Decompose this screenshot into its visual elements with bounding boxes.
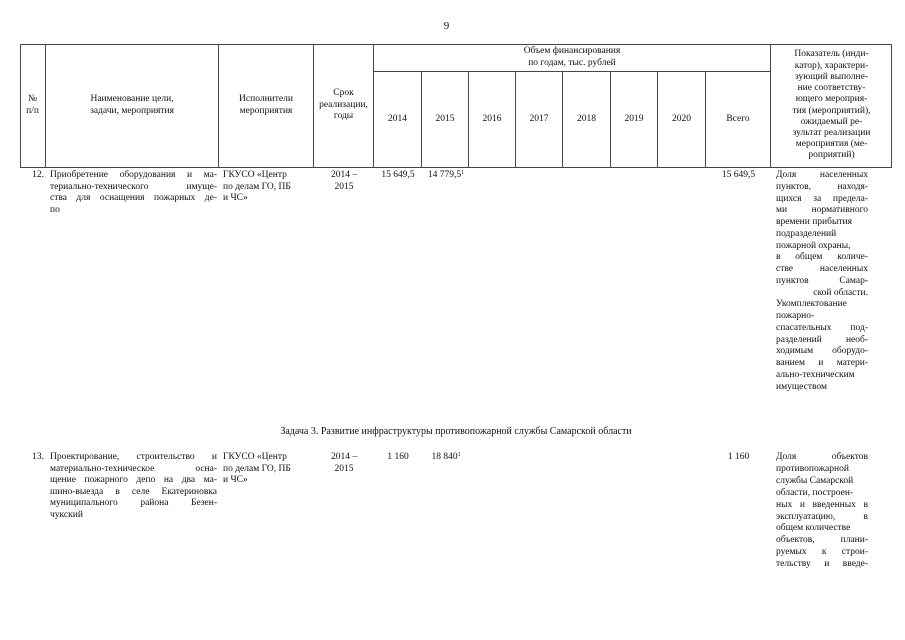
row-12-name-line: териально-технического имуще- [50, 181, 217, 192]
header-executors: Исполнители мероприятия [219, 44, 314, 168]
row-13-term [314, 452, 374, 475]
row-12-indicator-line: пожарной охраны, [776, 240, 851, 251]
row-12-indicator-line: ми нормативного [776, 205, 868, 216]
header-year-2018: 2018 [563, 72, 611, 168]
row-13-2015 [420, 452, 472, 464]
row-13-indicator-line: области, построен- [776, 487, 854, 498]
header-year-2019: 2019 [611, 72, 658, 168]
row-12-indicator-line: пунктов, находя- [776, 181, 868, 192]
row-12-indicator-line: подразделений [776, 228, 837, 239]
row-12-indicator-line: ально-техническим [776, 369, 855, 380]
row-12-2015-footnote: 1 [461, 170, 465, 176]
row-13-2015-value: 18 840 [431, 452, 458, 462]
row-12-indicator-line: времени прибытия [776, 217, 852, 227]
row-13-name-line: муниципального района Безен- [50, 498, 217, 509]
row-12-2014: 15 649,5 [381, 170, 415, 180]
row-13-indicator-line: ных и введенных в [776, 499, 868, 510]
row-12-name-line: Приобретение оборудования и ма- [50, 170, 217, 180]
row-13-term-line: 2015 [334, 463, 354, 474]
header-term: Срок реализации, годы [314, 44, 374, 168]
row-13-indicator-line: Доля объектов [776, 452, 868, 462]
row-12-indicator-line: Укомплектование [776, 299, 847, 310]
row-12-executor-line: по делам ГО, ПБ [223, 181, 291, 192]
row-12-term-line: 2014 – [330, 170, 358, 180]
header-year-2015: 2015 [422, 72, 469, 168]
row-12-2015 [420, 170, 472, 182]
row-12-name [50, 170, 217, 216]
row-12-indicator [776, 170, 868, 393]
row-12-indicator-line: пожарно- [776, 311, 815, 321]
row-12-indicator-line: ходимым оборудо- [776, 346, 868, 357]
row-13-num: 13. [32, 452, 44, 462]
row-13-term-line: 2014 – [330, 452, 358, 462]
header-name: Наименование цели, задачи, мероприятия [46, 44, 219, 168]
row-13-executor-line: по делам ГО, ПБ [223, 463, 291, 474]
row-12-indicator-line: пунктов Самар- [776, 275, 868, 286]
row-12-2015-value: 14 779,5 [427, 170, 462, 180]
row-12-indicator-line: спасательных под- [776, 322, 868, 333]
row-13-indicator-line: эксплуатацию, в [776, 511, 868, 522]
row-13-indicator-line: руемых к строи- [776, 547, 868, 558]
row-12-indicator-line: стве населенных [776, 264, 868, 274]
row-13-indicator-line: общем количестве [776, 523, 851, 534]
header-num: № п/п [20, 44, 46, 168]
row-13-name [50, 452, 217, 522]
row-13-name-line: щение пожарного депо на два ма- [50, 475, 217, 486]
row-12-indicator-line: ской области. [813, 287, 868, 298]
page-number: 9 [443, 20, 450, 32]
row-13-name-line: чукский [50, 509, 83, 520]
row-12-term [314, 170, 374, 193]
row-13-executor-line: ГКУСО «Центр [223, 452, 287, 462]
row-13-2014: 1 160 [387, 452, 409, 462]
row-13-total: 1 160 [727, 452, 750, 462]
row-13-indicator-line: тельству и введе- [776, 559, 868, 570]
row-13-2015-footnote: 1 [457, 452, 461, 458]
row-12-executor [223, 170, 315, 205]
row-12-indicator-line: Доля населенных [776, 170, 868, 180]
row-13-executor-line: и ЧС» [223, 475, 248, 486]
row-13-indicator-line: службы Самарской [776, 475, 854, 486]
row-12-indicator-line: ванием и матери- [776, 358, 868, 368]
header-year-2017: 2017 [516, 72, 563, 168]
row-12-indicator-line: разделений необ- [776, 334, 868, 345]
task-3-heading: Задача 3. Развитие инфраструктуры противопожарной службы Самарской области [280, 426, 632, 437]
row-12-indicator-line: щихся за предела- [776, 193, 868, 204]
row-12-term-line: 2015 [334, 181, 354, 192]
row-12-indicator-line: имуществом [776, 381, 827, 392]
row-12-executor-line: и ЧС» [223, 193, 248, 204]
header-year-2014: 2014 [374, 72, 422, 168]
header-total: Всего [706, 72, 771, 168]
row-13-indicator [776, 452, 868, 571]
row-12-name-line: ства для оснащения пожарных де- [50, 193, 217, 204]
row-13-name-line: шино-выезда в селе Екатериновка [50, 486, 217, 497]
row-12-indicator-line: в общем количе- [776, 252, 868, 263]
row-13-executor [223, 452, 315, 487]
row-13-indicator-line: противопожарной [776, 463, 849, 474]
row-13-indicator-line: объектов, плани- [776, 535, 868, 546]
row-13-name-line: материально-техническое осна- [50, 463, 217, 474]
row-12-total: 15 649,5 [721, 170, 756, 180]
row-12-num: 12. [32, 170, 44, 180]
row-12-executor-line: ГКУСО «Центр [223, 170, 287, 180]
header-financing: Объем финансирования по годам, тыс. рублей [374, 44, 771, 72]
header-indicator: Показатель (инди- катор), характери- зующий выполне- ние соответству- ющего мероприя- тия (мероприятий), ожидаемый ре- зультат реализации мероприятия (ме- роприятий) [771, 44, 892, 168]
header-year-2016: 2016 [469, 72, 516, 168]
row-12-name-line: по [50, 204, 60, 215]
header-year-2020: 2020 [658, 72, 706, 168]
row-13-name-line: Проектирование, строительство и [50, 452, 217, 462]
